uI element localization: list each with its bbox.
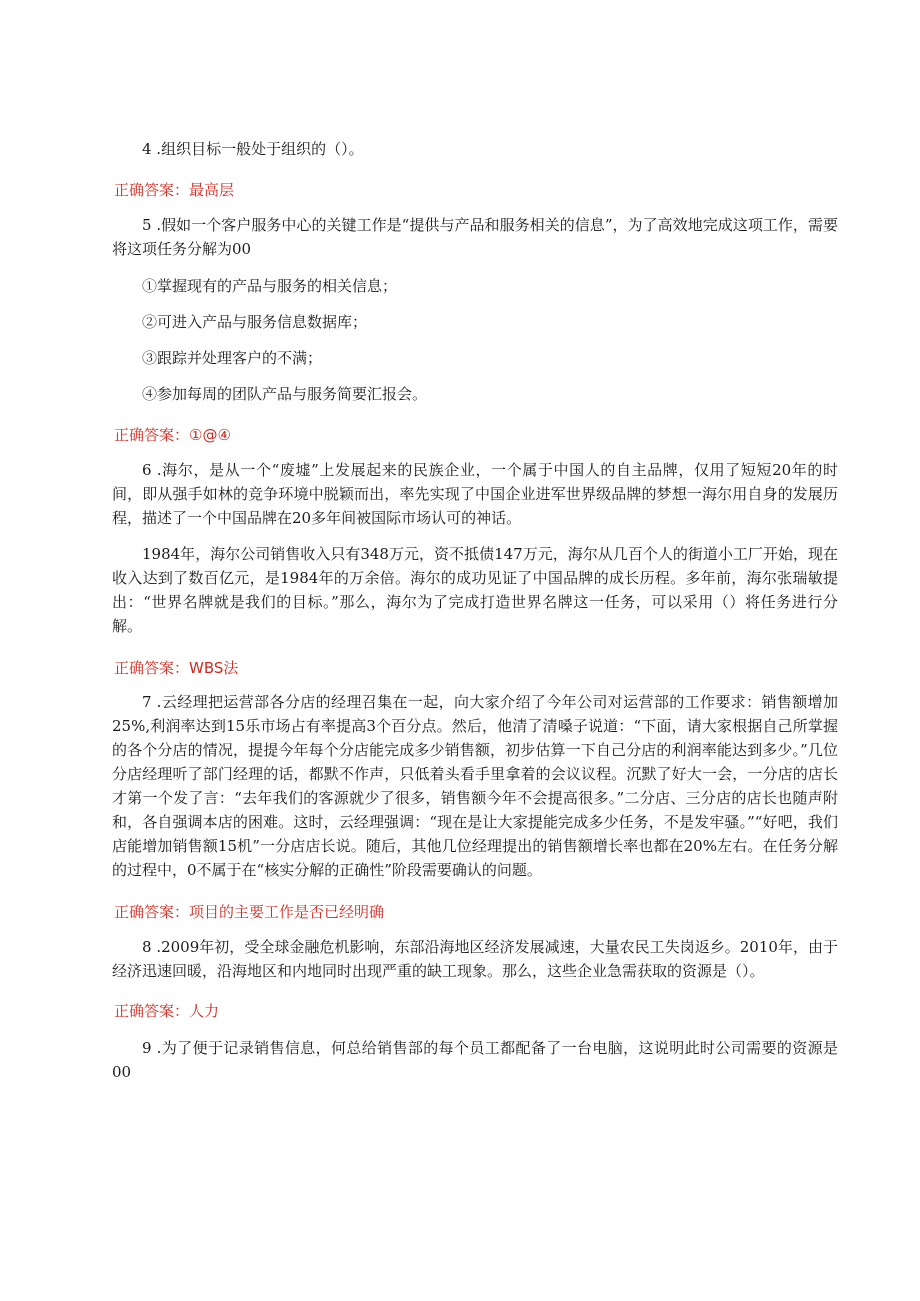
question-9: 9 .为了便于记录销售信息，何总给销售部的每个员工都配备了一台电脑，这说明此时公司需要的资源是00 <box>112 1039 838 1081</box>
answer-7 <box>114 900 384 924</box>
question-4: 4 .组织目标一般处于组织的（）。 <box>142 140 364 158</box>
answer-value: ①@④ <box>189 426 231 444</box>
answer-6 <box>114 656 238 680</box>
answer-value: 人力 <box>189 1002 220 1020</box>
question-5-option-4: ④参加每周的团队产品与服务简要汇报会。 <box>142 385 428 403</box>
answer-label: 正确答案： <box>114 426 190 444</box>
question-7: 7 .云经理把运营部各分店的经理召集在一起，向大家介绍了今年公司对运营部的工作要求：销售额增加25%,利润率达到15乐市场占有率提高3个百分点。然后，他清了清嗓子说道：“下面，请大家根据自己所掌握的各个分店的情况，提提今年每个分店能完成多少销售额，初步估算一下自己分店的利润率能达到多少。”几位分店经理听了部门经理的话，都默不作声，只低着头看手里拿着的会议议程。沉默了好大一会，一分店的店长才第一个发了言：“去年我们的客源就少了很多，销售额今年不会提高很多。”二分店、三分店的店长也随声附和，各自强调本店的困难。这时，云经理强调：“现在是让大家提能完成多少任务，不是发牢骚。”“好吧，我们店能增加销售额15机”一分店店长说。随后，其他几位经理提出的销售额增长率也都在20%左右。在任务分解的过程中，0不属于在“核实分解的正确性”阶段需要确认的问题。 <box>112 693 838 879</box>
question-6: 6 .海尔，是从一个“废墟”上发展起来的民族企业，一个属于中国人的自主品牌，仅用了短短20年的时间，即从强手如林的竞争环境中脱颖而出，率先实现了中国企业进军世界级品牌的梦想一海尔用自身的发展历程，描述了一个中国品牌在20多年间被国际市场认可的神话。 <box>112 461 838 527</box>
answer-4 <box>114 178 234 202</box>
answer-label: 正确答案： <box>114 659 190 677</box>
answer-value: 最高层 <box>189 181 235 199</box>
question-6-paragraph-2: 1984年，海尔公司销售收入只有348万元，资不抵债147万元，海尔从几百个人的街道小工厂开始，现在收入达到了数百亿元，是1984年的万余倍。海尔的成功见证了中国品牌的成长历程。多年前，海尔张瑞敏提出：“世界名牌就是我们的目标。”那么，海尔为了完成打造世界名牌这一任务，可以采用（）将任务进行分解。 <box>112 545 838 635</box>
answer-value: 项目的主要工作是否已经明确 <box>189 903 385 921</box>
answer-5 <box>114 423 231 447</box>
answer-label: 正确答案： <box>114 1002 190 1020</box>
question-5-option-2: ②可进入产品与服务信息数据库； <box>142 313 368 331</box>
answer-value: WBS法 <box>189 659 239 677</box>
question-5: 5 .假如一个客户服务中心的关键工作是“提供与产品和服务相关的信息”，为了高效地完成这项工作，需要将这项任务分解为00 <box>112 216 838 258</box>
question-8: 8 .2009年初，受全球金融危机影响，东部沿海地区经济发展减速，大量农民工失岗返乡。2010年，由于经济迅速回暖，沿海地区和内地同时出现严重的缺工现象。那么，这些企业急需获取的资源是（）。 <box>112 938 838 980</box>
answer-label: 正确答案： <box>114 181 190 199</box>
answer-8 <box>114 999 219 1023</box>
question-5-option-3: ③跟踪并处理客户的不满； <box>142 349 323 367</box>
question-5-option-1: ①掌握现有的产品与服务的相关信息； <box>142 277 398 295</box>
answer-label: 正确答案： <box>114 903 190 921</box>
